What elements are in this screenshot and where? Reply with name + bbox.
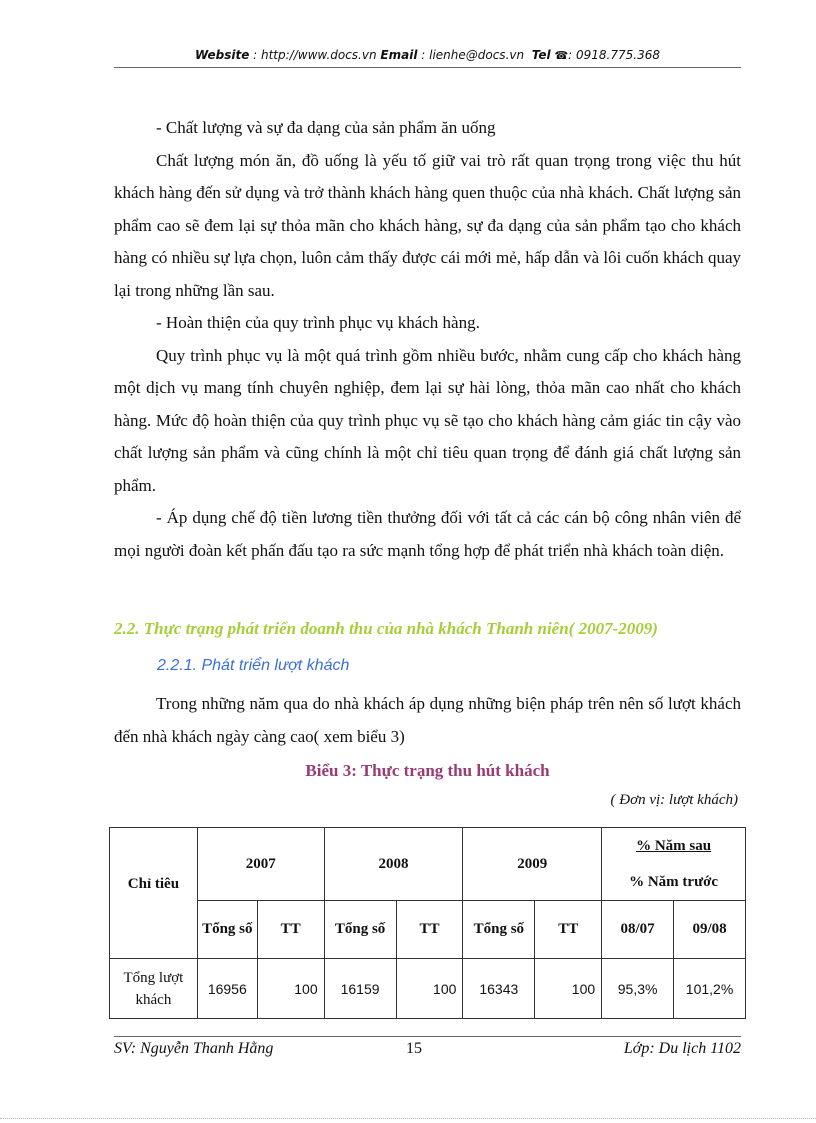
subheader-ratio-08-07: 08/07	[602, 901, 674, 959]
header-year-2009: 2009	[463, 828, 602, 901]
paragraph-product-quality: Chất lượng món ăn, đồ uống là yếu tố giữ vai trò rất quan trọng trong việc thu hút khách hàng đến sử dụng và trở thành khách hàng quen thuộc của nhà khách. Chất lượng sản phẩm cao sẽ đem lại sự thỏa mãn cho khách hàng, sự đa dạng của sản phẩm tạo cho khách hàng có nhiều sự lựa chọn, luôn cảm thấy được cái mới mẻ, hấp dẫn và lôi cuốn khách quay lại trong những lần sau.	[114, 150, 741, 300]
unit-note: ( Đơn vị: lượt khách)	[610, 792, 738, 808]
cell-tt-2009: 100	[535, 959, 602, 1019]
bullet-service-process: - Hoàn thiện của quy trình phục vụ khách hàng.	[156, 313, 480, 332]
subheader-total-2009: Tổng số	[463, 901, 535, 959]
ratio-bottom-label: % Năm trước	[629, 874, 719, 890]
footer-divider	[114, 1036, 741, 1037]
website-label: Website	[195, 48, 250, 62]
page-header	[114, 48, 741, 62]
subheader-total-2007: Tổng số	[197, 901, 257, 959]
table-caption: Biểu 3: Thực trạng thu hút khách	[305, 761, 550, 780]
section-title: 2.2. Thực trạng phát triển doanh thu của nhà khách Thanh niên( 2007-2009)	[114, 619, 658, 638]
table-header-row	[110, 828, 746, 901]
header-divider	[114, 67, 741, 68]
email-label: Email	[380, 48, 418, 62]
subsection-title: 2.2.1. Phát triển lượt khách	[157, 657, 350, 674]
footer-page-number: 15	[406, 1040, 422, 1057]
header-ratio	[602, 828, 746, 901]
tel-value: : 0918.775.368	[568, 48, 660, 62]
cell-total-2008: 16159	[324, 959, 396, 1019]
paragraph-service-process: Quy trình phục vụ là một quá trình gồm nhiều bước, nhằm cung cấp cho khách hàng một dịch vụ mang tính chuyên nghiệp, đem lại sự hài lòng, thỏa mãn cao nhất cho khách hàng. Mức độ hoàn thiện của quy trình phục vụ sẽ tạo cho khách hàng cảm giác tin cậy vào chất lượng sản phẩm và cũng chính là một chỉ tiêu quan trọng để đánh giá chất lượng sản phẩm.	[114, 345, 741, 495]
cell-ratio-08-07: 95,3%	[602, 959, 674, 1019]
row-label: Tổng lượt khách	[110, 959, 198, 1019]
subheader-tt-2008: TT	[396, 901, 463, 959]
subheader-tt-2009: TT	[535, 901, 602, 959]
header-indicator: Chỉ tiêu	[110, 828, 198, 959]
intro-paragraph: Trong những năm qua do nhà khách áp dụng những biện pháp trên nên số lượt khách đến nhà khách ngày càng cao( xem biểu 3)	[114, 694, 741, 746]
bullet-salary-policy: - Áp dụng chế độ tiền lương tiền thưởng đối với tất cả các cán bộ công nhân viên để mọi người đoàn kết phấn đấu tạo ra sức mạnh tổng hợp để phát triển nhà khách toàn diện.	[114, 508, 741, 560]
header-year-2007: 2007	[197, 828, 324, 901]
cell-ratio-09-08: 101,2%	[674, 959, 746, 1019]
ratio-top-label: % Năm sau	[636, 838, 712, 854]
phone-icon: ☎	[554, 49, 569, 62]
subheader-tt-2007: TT	[257, 901, 324, 959]
table-subheader-row	[110, 901, 746, 959]
cell-total-2007: 16956	[197, 959, 257, 1019]
guest-statistics-table	[109, 827, 746, 1019]
table-row	[110, 959, 746, 1019]
footer-class: Lớp: Du lịch 1102	[623, 1040, 741, 1057]
cell-tt-2008: 100	[396, 959, 463, 1019]
intro-block	[114, 688, 741, 753]
page-bottom-border	[0, 1118, 816, 1119]
body-text-block	[114, 112, 741, 567]
footer-student: SV: Nguyễn Thanh Hằng	[114, 1040, 274, 1057]
subheader-ratio-09-08: 09/08	[674, 901, 746, 959]
website-value: : http://www.docs.vn	[249, 48, 381, 62]
subheader-total-2008: Tổng số	[324, 901, 396, 959]
cell-total-2009: 16343	[463, 959, 535, 1019]
tel-label: Tel	[531, 48, 551, 62]
bullet-product-quality: - Chất lượng và sự đa dạng của sản phẩm ăn uống	[156, 118, 496, 137]
header-year-2008: 2008	[324, 828, 463, 901]
cell-tt-2007: 100	[257, 959, 324, 1019]
email-value: : lienhe@docs.vn	[417, 48, 528, 62]
